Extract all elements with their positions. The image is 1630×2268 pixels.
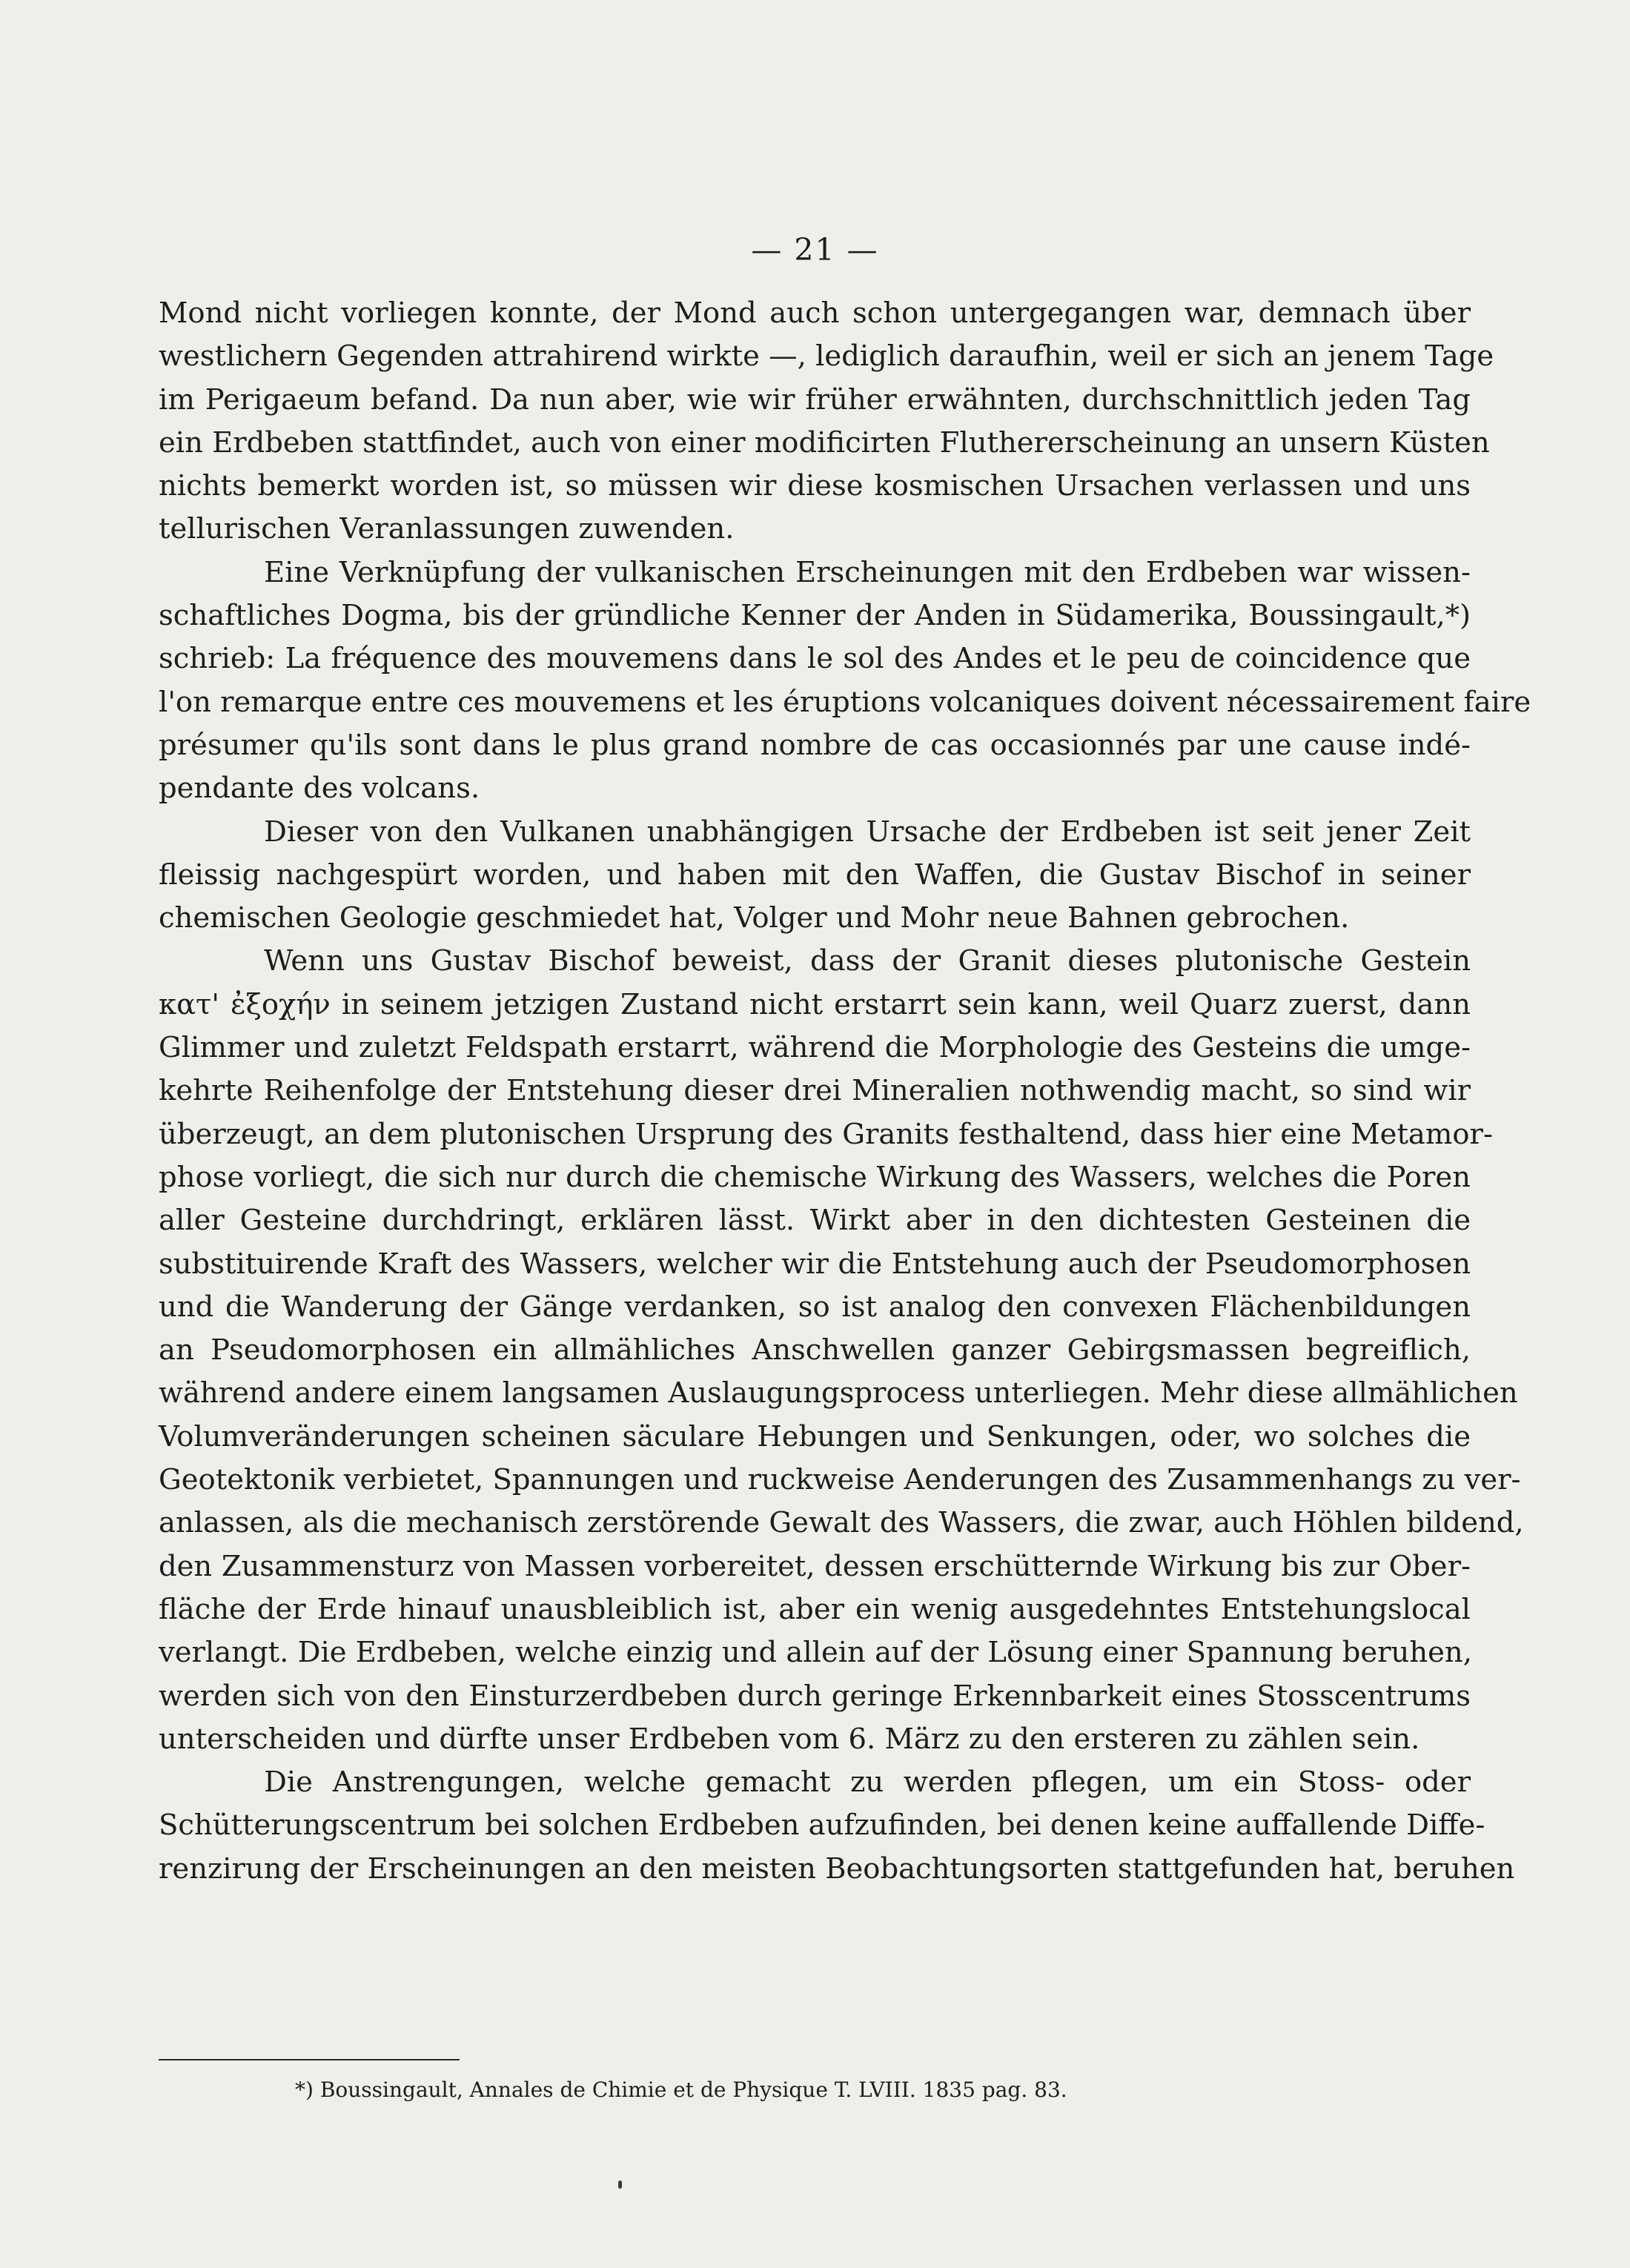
text-line: unterscheiden und dürfte unser Erdbeben vom 6. März zu den ersteren zu zählen sein. (159, 1722, 1420, 1756)
text-line: ein Erdbeben stattfindet, auch von einer modificirten Fluthererscheinung an unsern Küsten (159, 425, 1490, 460)
text-line: Schütterungscentrum bei solchen Erdbeben aufzufinden, bei denen keine auffallende Diffe- (159, 1808, 1485, 1843)
text-line: Dieser von den Vulkanen unabhängigen Ursache der Erdbeben ist seit jener Zeit (264, 815, 1471, 849)
text-line: Die Anstrengungen, welche gemacht zu werden pflegen, um ein Stoss- oder (264, 1765, 1471, 1800)
body-text (159, 292, 1531, 1891)
text-line: überzeugt, an dem plutonischen Ursprung des Granits festhaltend, dass hier eine Metamor- (159, 1117, 1493, 1151)
text-line: fleissig nachgespürt worden, und haben mit den Waffen, die Gustav Bischof in seiner (159, 858, 1471, 892)
text-line: l'on remarque entre ces mouvemens et les éruptions volcaniques doivent nécessairement faire (159, 685, 1531, 719)
text-line: anlassen, als die mechanisch zerstörende Gewalt des Wassers, die zwar, auch Höhlen bildend, (159, 1506, 1524, 1540)
text-line: Eine Verknüpfung der vulkanischen Erscheinungen mit den Erdbeben war wissen- (264, 555, 1471, 589)
text-line: nichts bemerkt worden ist, so müssen wir diese kosmischen Ursachen verlassen und uns (159, 469, 1471, 503)
text-line: im Perigaeum befand. Da nun aber, wie wir früher erwähnten, durchschnittlich jeden Tag (159, 382, 1471, 417)
text-line: phose vorliegt, die sich nur durch die chemische Wirkung des Wassers, welches die Poren (159, 1160, 1471, 1194)
text-line: Wenn uns Gustav Bischof beweist, dass der Granit dieses plutonische Gestein (264, 944, 1471, 978)
text-line: Geotektonik verbietet, Spannungen und ruckweise Aenderungen des Zusammenhangs zu ver- (159, 1463, 1521, 1497)
text-line: kehrte Reihenfolge der Entstehung dieser drei Mineralien nothwendig macht, so sind wir (159, 1074, 1471, 1108)
text-line: westlichern Gegenden attrahirend wirkte —, lediglich daraufhin, weil er sich an jenem Tage (159, 339, 1494, 374)
text-line: an Pseudomorphosen ein allmähliches Anschwellen ganzer Gebirgsmassen begreiflich, (159, 1333, 1471, 1367)
text-line: und die Wanderung der Gänge verdanken, so ist analog den convexen Flächenbildungen (159, 1290, 1471, 1324)
page-number: — 21 — (751, 232, 879, 268)
text-line: Mond nicht vorliegen konnte, der Mond auch schon untergegangen war, demnach über (159, 296, 1471, 330)
text-line: tellurischen Veranlassungen zuwenden. (159, 512, 735, 546)
text-line: Volumveränderungen scheinen säculare Hebungen und Senkungen, oder, wo solches die (159, 1419, 1471, 1453)
footnote-divider (159, 2059, 460, 2060)
text-line: κατ' ἐξοχήν in seinem jetzigen Zustand nicht erstarrt sein kann, weil Quarz zuerst, dann (159, 987, 1471, 1021)
text-line: renzirung der Erscheinungen an den meisten Beobachtungsorten stattgefunden hat, beruhen (159, 1851, 1515, 1886)
text-line: verlangt. Die Erdbeben, welche einzig und allein auf der Lösung einer Spannung beruhen, (159, 1636, 1472, 1670)
text-line: schaftliches Dogma, bis der gründliche Kenner der Anden in Südamerika, Boussingault,*) (159, 599, 1471, 633)
text-line: werden sich von den Einsturzerdbeben durch geringe Erkennbarkeit eines Stosscentrums (159, 1679, 1471, 1713)
text-line: pendante des volcans. (159, 772, 480, 806)
text-line: während andere einem langsamen Auslaugungsprocess unterliegen. Mehr diese allmählichen (159, 1376, 1518, 1410)
text-line: aller Gesteine durchdringt, erklären lässt. Wirkt aber in den dichtesten Gesteinen die (159, 1204, 1471, 1238)
text-line: den Zusammensturz von Massen vorbereitet, dessen erschütternde Wirkung bis zur Ober- (159, 1549, 1471, 1583)
footnote: *) Boussingault, Annales de Chimie et de Physique T. LVIII. 1835 pag. 83. (295, 2078, 1067, 2102)
text-line: Glimmer und zuletzt Feldspath erstarrt, während die Morphologie des Gesteins die umge- (159, 1031, 1471, 1065)
text-line: fläche der Erde hinauf unausbleiblich ist, aber ein wenig ausgedehntes Entstehungslocal (159, 1592, 1471, 1626)
text-line: schrieb: La fréquence des mouvemens dans le sol des Andes et le peu de coincidence que (159, 642, 1471, 676)
text-line: substituirende Kraft des Wassers, welcher wir die Entstehung auch der Pseudomorphosen (159, 1247, 1471, 1281)
text-line: chemischen Geologie geschmiedet hat, Volger und Mohr neue Bahnen gebrochen. (159, 901, 1350, 935)
ink-speck (618, 2181, 622, 2189)
text-line: présumer qu'ils sont dans le plus grand nombre de cas occasionnés par une cause indé- (159, 728, 1471, 762)
